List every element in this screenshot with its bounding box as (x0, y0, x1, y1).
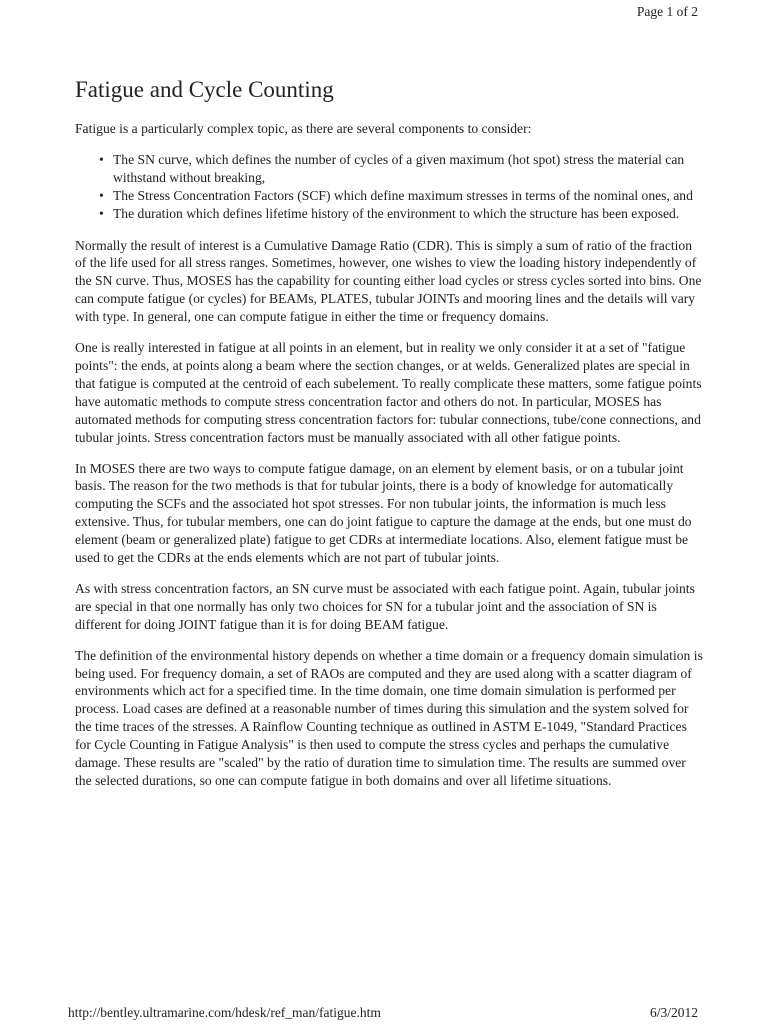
page-number: Page 1 of 2 (636, 4, 698, 19)
bullet-icon: • (99, 205, 104, 221)
intro-paragraph: Fatigue is a particularly complex topic, as there are several components to consider: (75, 121, 532, 136)
list-item-text: The Stress Concentration Factors (SCF) which define maximum stresses in terms of the nominal ones, and (113, 187, 693, 203)
list-item (99, 205, 705, 223)
paragraph-environment-history: The definition of the environmental history depends on whether a time domain or a frequency domain simulation is being used. For frequency domain, a set of RAOs are computed and they are used along with a scatter diagram of environments which act for a specified time. In the time domain, one time domain simulation is performed per process. Load cases are defined at a reasonable number of times during this simulation and the system solved for the time traces of the stresses. A Rainflow Counting technique as outlined in ASTM E-1049, "Standard Practices for Cycle Counting in Fatigue Analysis" is then used to compute the stress cycles and perhaps the cumulative damage. These results are "scaled" by the ratio of duration time to simulation time. The results are summed over the selected durations, so one can compute fatigue in both domains and over all lifetime situations. (75, 647, 703, 788)
paragraph-cdr: Normally the result of interest is a Cumulative Damage Ratio (CDR). This is simply a sum of ratio of the fraction of the life used for all stress ranges. Sometimes, however, one wishes to view the loading history independently of the SN curve. Thus, MOSES has the capability for counting either load cycles or stress cycles sorted into bins. One can compute fatigue (or cycles) for BEAMs, PLATES, tubular JOINTs and mooring lines and the details will vary with type. In general, one can compute fatigue in either the time or frequency domains. (75, 237, 702, 325)
document-body (75, 76, 705, 803)
footer-date: 6/3/2012 (649, 1005, 698, 1020)
list-item (99, 151, 705, 187)
paragraph-fatigue-methods: In MOSES there are two ways to compute fatigue damage, on an element by element basis, or on a tubular joint basis. The reason for the two methods is that for tubular joints, there is a body of knowledge for automatically computing the SCFs and the associated hot spot stresses. For non tubular joints, the information is much less extensive. Thus, for tubular members, one can do joint fatigue to capture the damage at the ends, but one must do element (beam or generalized plate) fatigue to get CDRs at intermediate locations. Also, element fatigue must be used to get the CDRs at the ends elements which are not part of tubular joints. (75, 460, 692, 566)
list-item-text: The duration which defines lifetime history of the environment to which the structure has been exposed. (113, 205, 680, 221)
paragraph-sn-curve: As with stress concentration factors, an SN curve must be associated with each fatigue point. Again, tubular joints are special in that one normally has only two choices for SN for a tubular joint and the association of SN is different for doing JOINT fatigue than it is for doing BEAM fatigue. (75, 580, 695, 632)
paragraph-fatigue-points: One is really interested in fatigue at all points in an element, but in reality we only consider it at a set of "fatigue points": the ends, at points along a beam where the section changes, or at welds. Generalized plates are special in that fatigue is computed at the centroid of each subelement. To really complicate these matters, some fatigue points have automatic methods to compute stress concentration factor and others do not. In particular, MOSES has automated methods for computing stress concentration factors for: tubular connections, tube/cone connections, and tubular joints. Stress concentration factors must be manually associated with all other fatigue points. (75, 340, 702, 445)
components-list (75, 151, 705, 223)
footer-url: http://bentley.ultramarine.com/hdesk/ref_man/fatigue.htm (68, 1005, 381, 1020)
document-title: Fatigue and Cycle Counting (75, 77, 334, 102)
bullet-icon: • (99, 151, 104, 167)
bullet-icon: • (99, 187, 104, 203)
list-item-text: The SN curve, which defines the number of cycles of a given maximum (hot spot) stress the material can withstand without breaking, (113, 151, 685, 185)
list-item (99, 187, 705, 205)
